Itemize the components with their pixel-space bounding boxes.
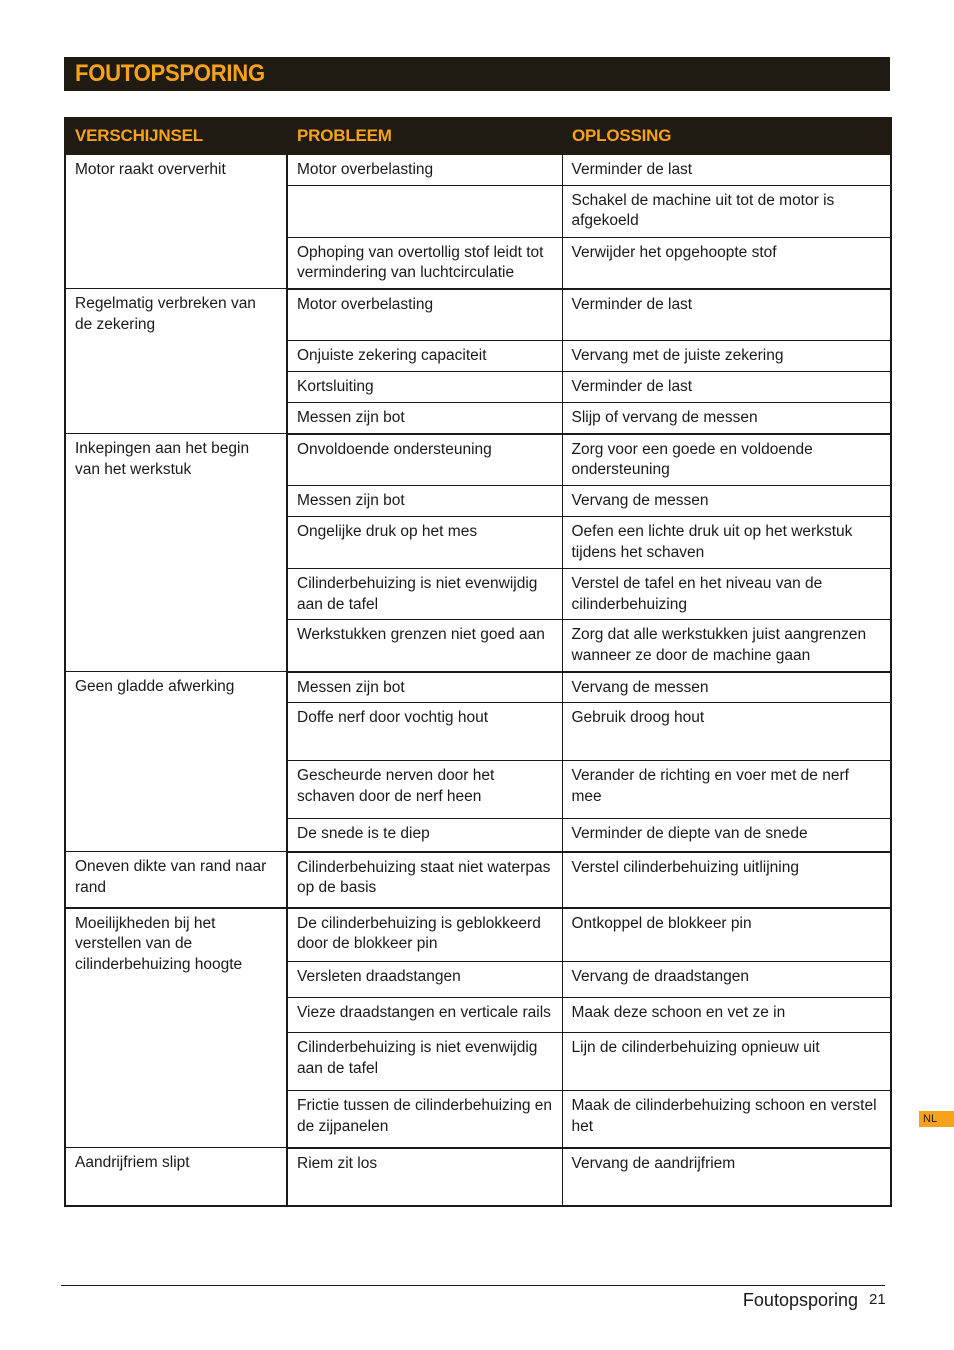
footer-divider <box>61 1285 885 1286</box>
table-row <box>65 852 891 908</box>
solution-cell: Zorg dat alle werkstukken juist aangrenzen wanneer ze door de machine gaan <box>562 620 891 672</box>
table-row <box>65 908 891 962</box>
page-title: FOUTOPSPORING <box>75 60 265 87</box>
solution-cell: Gebruik droog hout <box>562 703 891 761</box>
solution-cell: Vervang de aandrijfriem <box>562 1148 891 1206</box>
solution-cell: Verminder de last <box>562 289 891 341</box>
header-problem: PROBLEEM <box>287 118 562 154</box>
solution-cell: Vervang met de juiste zekering <box>562 341 891 372</box>
solution-cell: Maak de cilinderbehuizing schoon en verstel het <box>562 1091 891 1148</box>
solution-cell: Verminder de diepte van de snede <box>562 819 891 852</box>
problem-cell: Cilinderbehuizing is niet evenwijdig aan de tafel <box>287 1033 562 1091</box>
header-solution: OPLOSSING <box>562 118 891 154</box>
solution-cell: Vervang de messen <box>562 672 891 703</box>
table-body <box>65 154 891 1206</box>
problem-cell: Motor overbelasting <box>287 154 562 185</box>
symptom-cell: Aandrijfriem slipt <box>65 1148 287 1206</box>
title-bar <box>64 57 890 91</box>
page-number: 21 <box>869 1291 886 1308</box>
solution-cell: Verstel cilinderbehuizing uitlijning <box>562 852 891 908</box>
problem-cell: De snede is te diep <box>287 819 562 852</box>
problem-cell: Messen zijn bot <box>287 403 562 434</box>
symptom-cell: Oneven dikte van rand naar rand <box>65 852 287 908</box>
problem-cell: Werkstukken grenzen niet goed aan <box>287 620 562 672</box>
solution-cell: Verminder de last <box>562 372 891 403</box>
problem-cell: Vieze draadstangen en verticale rails <box>287 998 562 1033</box>
problem-cell: Messen zijn bot <box>287 486 562 517</box>
problem-cell: De cilinderbehuizing is geblokkeerd door de blokkeer pin <box>287 908 562 962</box>
solution-cell: Zorg voor een goede en voldoende ondersteuning <box>562 434 891 486</box>
problem-cell: Onjuiste zekering capaciteit <box>287 341 562 372</box>
problem-cell: Cilinderbehuizing staat niet waterpas op de basis <box>287 852 562 908</box>
problem-cell: Motor overbelasting <box>287 289 562 341</box>
solution-cell: Schakel de machine uit tot de motor is afgekoeld <box>562 185 891 237</box>
problem-cell: Ophoping van overtollig stof leidt tot vermindering van luchtcirculatie <box>287 237 562 289</box>
symptom-cell: Moeilijkheden bij het verstellen van de cilinderbehuizing hoogte <box>65 908 287 1148</box>
header-symptom: VERSCHIJNSEL <box>65 118 287 154</box>
language-tab: NL <box>919 1111 954 1127</box>
problem-cell: Frictie tussen de cilinderbehuizing en de zijpanelen <box>287 1091 562 1148</box>
solution-cell: Verminder de last <box>562 154 891 185</box>
symptom-cell: Regelmatig verbreken van de zekering <box>65 289 287 434</box>
problem-cell: Cilinderbehuizing is niet evenwijdig aan de tafel <box>287 569 562 620</box>
solution-cell: Vervang de messen <box>562 486 891 517</box>
problem-cell: Messen zijn bot <box>287 672 562 703</box>
table-row <box>65 154 891 185</box>
solution-cell: Vervang de draadstangen <box>562 962 891 998</box>
table-row <box>65 1148 891 1206</box>
table-header-row <box>65 118 891 154</box>
solution-cell: Verwijder het opgehoopte stof <box>562 237 891 289</box>
solution-cell: Verstel de tafel en het niveau van de cilinderbehuizing <box>562 569 891 620</box>
problem-cell: Onvoldoende ondersteuning <box>287 434 562 486</box>
table-row <box>65 672 891 703</box>
problem-cell: Riem zit los <box>287 1148 562 1206</box>
problem-cell: Ongelijke druk op het mes <box>287 517 562 569</box>
symptom-cell: Motor raakt oververhit <box>65 154 287 289</box>
table-row <box>65 434 891 486</box>
solution-cell: Lijn de cilinderbehuizing opnieuw uit <box>562 1033 891 1091</box>
problem-cell <box>287 185 562 237</box>
solution-cell: Slijp of vervang de messen <box>562 403 891 434</box>
solution-cell: Oefen een lichte druk uit op het werkstuk tijdens het schaven <box>562 517 891 569</box>
symptom-cell: Geen gladde afwerking <box>65 672 287 852</box>
troubleshooting-table <box>64 117 892 1207</box>
footer-section-label: Foutopsporing <box>742 1290 858 1310</box>
solution-cell: Verander de richting en voer met de nerf mee <box>562 761 891 819</box>
solution-cell: Ontkoppel de blokkeer pin <box>562 908 891 962</box>
problem-cell: Doffe nerf door vochtig hout <box>287 703 562 761</box>
problem-cell: Gescheurde nerven door het schaven door de nerf heen <box>287 761 562 819</box>
problem-cell: Versleten draadstangen <box>287 962 562 998</box>
problem-cell: Kortsluiting <box>287 372 562 403</box>
solution-cell: Maak deze schoon en vet ze in <box>562 998 891 1033</box>
symptom-cell: Inkepingen aan het begin van het werkstuk <box>65 434 287 672</box>
table-row <box>65 289 891 341</box>
